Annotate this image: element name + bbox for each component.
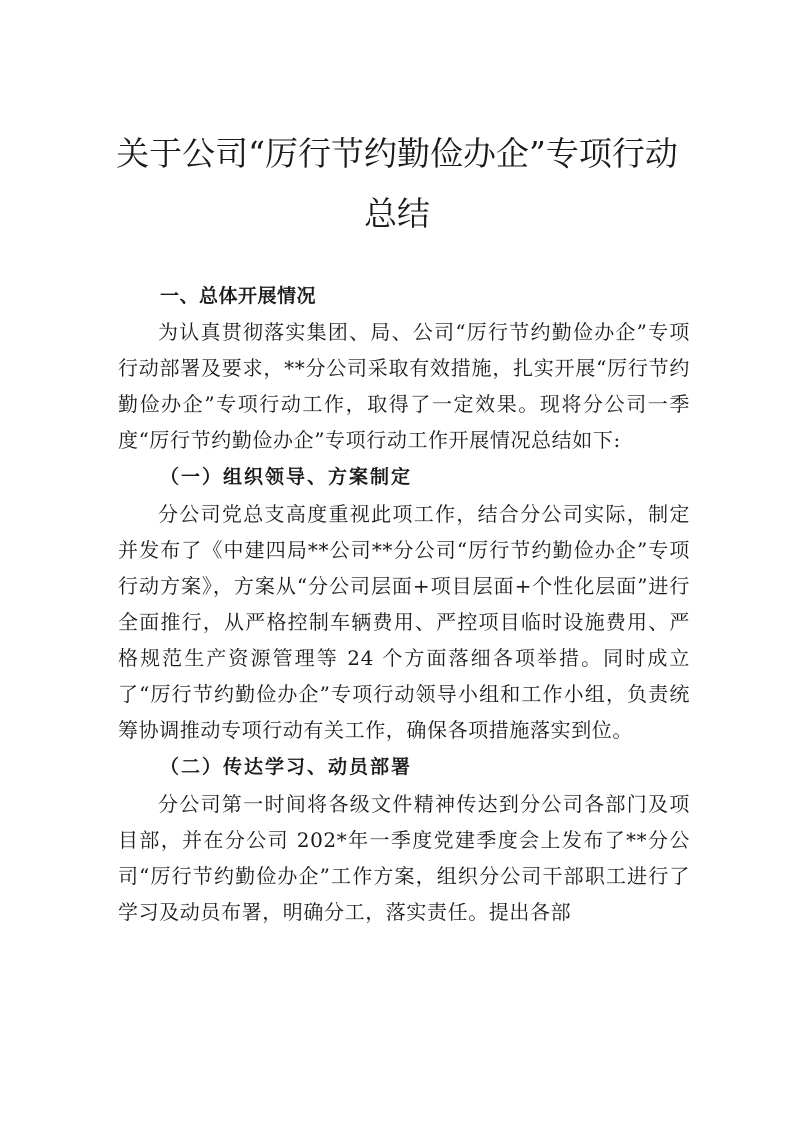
- subsection1-heading: （一）组织领导、方案制定: [160, 466, 413, 488]
- document-body: [118, 278, 690, 930]
- subsection1-paragraph: 分公司党总支高度重视此项工作，结合分公司实际，制定并发布了《中建四局**公司**分公司“厉行节约勤俭办企”专项行动方案》，方案从“分公司层面+项目层面+个性化层面”进行全面推行，从严格控制车辆费用、严控项目临时设施费用、严格规范生产资源管理等 24 个方面落细各项举措。同时成立了“厉行节约勤俭办企”专项行动领导小组和工作小组，负责统筹协调推动专项行动有关工作，确保各项措施落实到位。: [118, 502, 690, 742]
- subsection2-heading: （二）传达学习、动员部署: [160, 756, 413, 778]
- document-title-line2: 总结: [364, 194, 430, 233]
- subsection2-paragraph: 分公司第一时间将各级文件精神传达到分公司各部门及项目部，并在分公司 202*年一季度党建季度会上发布了**分公司“厉行节约勤俭办企”工作方案，组织分公司干部职工进行了学习及动员布署，明确分工，落实责任。提出各部: [118, 792, 690, 924]
- section1-heading: 一、总体开展情况: [160, 285, 317, 307]
- document-title-line1: 关于公司“厉行节约勤俭办企”专项行动: [116, 134, 678, 173]
- section1-intro-paragraph: 为认真贯彻落实集团、局、公司“厉行节约勤俭办企”专项行动部署及要求，**分公司采取有效措施，扎实开展“厉行节约勤俭办企”专项行动工作，取得了一定效果。现将分公司一季度“厉行节约勤俭办企”专项行动工作开展情况总结如下:: [118, 320, 690, 452]
